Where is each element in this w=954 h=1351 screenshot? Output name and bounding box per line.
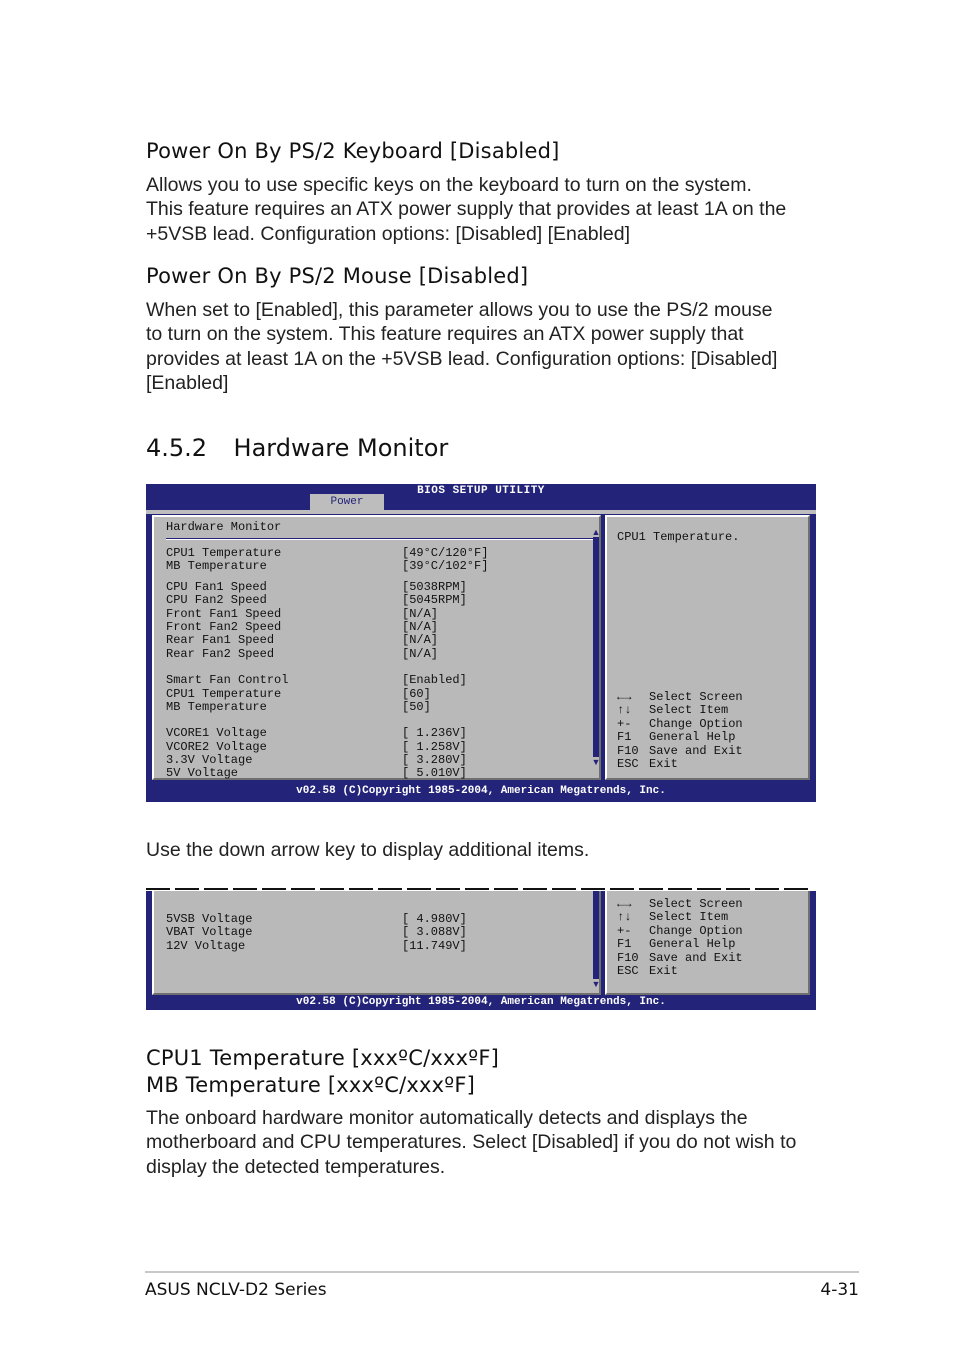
- key-row: ↑↓ Select Item: [617, 703, 729, 718]
- arrows-ud-icon: ↑↓: [617, 703, 632, 718]
- cut-dash: [436, 888, 460, 890]
- key-row: ↑↓ Select Item: [617, 910, 729, 925]
- cut-dash: [784, 888, 808, 890]
- arrows-ud-icon: ↑↓: [617, 910, 632, 925]
- list-item[interactable]: CPU Fan1 Speed [5038RPM]: [166, 579, 467, 594]
- temp-paragraph: [146, 1106, 846, 1179]
- arrows-lr-icon: ←→: [617, 690, 632, 704]
- help-pane: [605, 891, 810, 995]
- settings-pane: [152, 891, 601, 995]
- cpu-temp-heading: CPU1 Temperature [xxxºC/xxxºF]: [146, 1046, 499, 1070]
- key-row: ←→ Select Screen: [617, 690, 743, 704]
- keyboard-paragraph: [146, 173, 846, 246]
- list-item[interactable]: 5VSB Voltage [ 4.980V]: [166, 912, 467, 926]
- cut-dash: [668, 888, 692, 890]
- cut-dash: [581, 888, 605, 890]
- scroll-thumb[interactable]: [593, 891, 599, 979]
- list-item[interactable]: Smart Fan Control [Enabled]: [166, 673, 467, 688]
- cut-dash: [262, 888, 286, 890]
- key-row: F1 General Help: [617, 730, 736, 745]
- cut-dash: [378, 888, 402, 890]
- list-item[interactable]: 5V Voltage [ 5.010V]: [166, 766, 467, 781]
- scroll-down-icon[interactable]: ▼: [591, 757, 601, 767]
- list-item[interactable]: MB Temperature [50]: [166, 699, 431, 714]
- page-number: 4-31: [820, 1280, 859, 1300]
- bios-footer: v02.58 (C)Copyright 1985-2004, American Megatrends, Inc.: [296, 785, 666, 797]
- bios-screen: [146, 484, 816, 802]
- bios-title: BIOS SETUP UTILITY: [417, 485, 545, 497]
- cut-dash: [320, 888, 344, 890]
- list-item[interactable]: 3.3V Voltage [ 3.280V]: [166, 753, 467, 768]
- section-title: Hardware Monitor: [233, 434, 449, 462]
- key-legend: [617, 691, 743, 771]
- text-line: motherboard and CPU temperatures. Select [Disabled] if you do not wish to: [146, 1131, 797, 1154]
- list-item[interactable]: CPU1 Temperature [60]: [166, 686, 431, 701]
- title-divider-highlight: [166, 539, 594, 540]
- list-item[interactable]: MB Temperature [39°C/102°F]: [166, 559, 489, 574]
- cut-dash: [552, 888, 576, 890]
- mb-temp-heading: MB Temperature [xxxºC/xxxºF]: [146, 1073, 476, 1097]
- tab-power[interactable]: Power: [310, 494, 384, 510]
- list-item[interactable]: CPU Fan2 Speed [5045RPM]: [166, 593, 467, 608]
- cut-dash: [697, 888, 721, 890]
- key-row: F10 Save and Exit: [617, 950, 743, 965]
- mouse-heading: Power On By PS/2 Mouse [Disabled]: [146, 264, 529, 288]
- cut-line: [146, 888, 816, 891]
- key-legend: [617, 898, 743, 978]
- help-text: CPU1 Temperature.: [617, 530, 740, 544]
- text-line: This feature requires an ATX power supply that provides at least 1A on the: [146, 198, 787, 221]
- cut-dash: [523, 888, 547, 890]
- keyboard-heading: Power On By PS/2 Keyboard [Disabled]: [146, 139, 560, 163]
- list-item[interactable]: VCORE2 Voltage [ 1.258V]: [166, 739, 467, 754]
- cut-dash: [639, 888, 663, 890]
- text-line: display the detected temperatures.: [146, 1155, 446, 1178]
- key-row: ESC Exit: [617, 964, 678, 979]
- scrollbar[interactable]: [591, 891, 601, 991]
- mouse-paragraph: [146, 298, 846, 395]
- tab-underline: [146, 510, 816, 514]
- settings-list: [166, 913, 586, 953]
- scroll-up-icon[interactable]: ▲: [591, 527, 601, 537]
- text-line: When set to [Enabled], this parameter allows you to use the PS/2 mouse: [146, 299, 773, 321]
- arrows-lr-icon: ←→: [617, 897, 632, 911]
- text-line: to turn on the system. This feature requires an ATX power supply that: [146, 323, 744, 346]
- list-item[interactable]: 12V Voltage [11.749V]: [166, 938, 467, 953]
- help-pane: [605, 515, 810, 780]
- key-row: F1 General Help: [617, 937, 736, 952]
- cut-dash: [726, 888, 750, 890]
- bios-footer: v02.58 (C)Copyright 1985-2004, American Megatrends, Inc.: [296, 996, 666, 1008]
- text-line: provides at least 1A on the +5VSB lead. Configuration options: [Disabled]: [146, 347, 778, 370]
- footer-rule: [145, 1271, 859, 1273]
- cut-dash: [494, 888, 518, 890]
- bios-body: [146, 891, 816, 1010]
- key-row: +- Change Option: [617, 923, 743, 938]
- section-number: 4.5.2: [146, 434, 208, 462]
- scroll-note: Use the down arrow key to display additional items.: [146, 839, 590, 861]
- cut-dash: [204, 888, 228, 890]
- list-item[interactable]: Rear Fan1 Speed [N/A]: [166, 633, 439, 648]
- key-row: +- Change Option: [617, 716, 743, 731]
- text-line: +5VSB lead. Configuration options: [Disabled] [Enabled]: [146, 222, 631, 245]
- list-item[interactable]: Front Fan2 Speed [N/A]: [166, 619, 439, 634]
- settings-pane: [152, 515, 601, 780]
- cut-dash: [291, 888, 315, 890]
- settings-list: [166, 547, 586, 781]
- text-line: The onboard hardware monitor automatically detects and displays the: [146, 1107, 748, 1129]
- list-item[interactable]: CPU1 Temperature [49°C/120°F]: [166, 546, 489, 560]
- cut-dash: [465, 888, 489, 890]
- list-item[interactable]: Rear Fan2 Speed [N/A]: [166, 646, 439, 661]
- list-item[interactable]: VBAT Voltage [ 3.088V]: [166, 925, 467, 940]
- cut-dash: [175, 888, 199, 890]
- cut-dash: [233, 888, 257, 890]
- cut-dash: [610, 888, 634, 890]
- scrollbar[interactable]: [591, 527, 601, 779]
- cut-dash: [407, 888, 431, 890]
- key-row: ←→ Select Screen: [617, 897, 743, 911]
- section-heading: [146, 434, 448, 462]
- key-row: F10 Save and Exit: [617, 743, 743, 758]
- key-row: ESC Exit: [617, 757, 678, 772]
- cut-dash: [755, 888, 779, 890]
- text-line: Allows you to use specific keys on the keyboard to turn on the system.: [146, 174, 752, 196]
- scroll-thumb[interactable]: [593, 537, 599, 757]
- cut-dash: [349, 888, 373, 890]
- scroll-down-icon[interactable]: ▼: [591, 979, 601, 989]
- cut-dash: [146, 888, 170, 890]
- footer-product: ASUS NCLV-D2 Series: [145, 1280, 327, 1300]
- text-line: [Enabled]: [146, 371, 229, 394]
- list-item[interactable]: VCORE1 Voltage [ 1.236V]: [166, 726, 467, 741]
- list-item[interactable]: Front Fan1 Speed [N/A]: [166, 606, 439, 621]
- pane-title: Hardware Monitor: [166, 520, 282, 534]
- bios-screen-continued: [146, 888, 816, 1010]
